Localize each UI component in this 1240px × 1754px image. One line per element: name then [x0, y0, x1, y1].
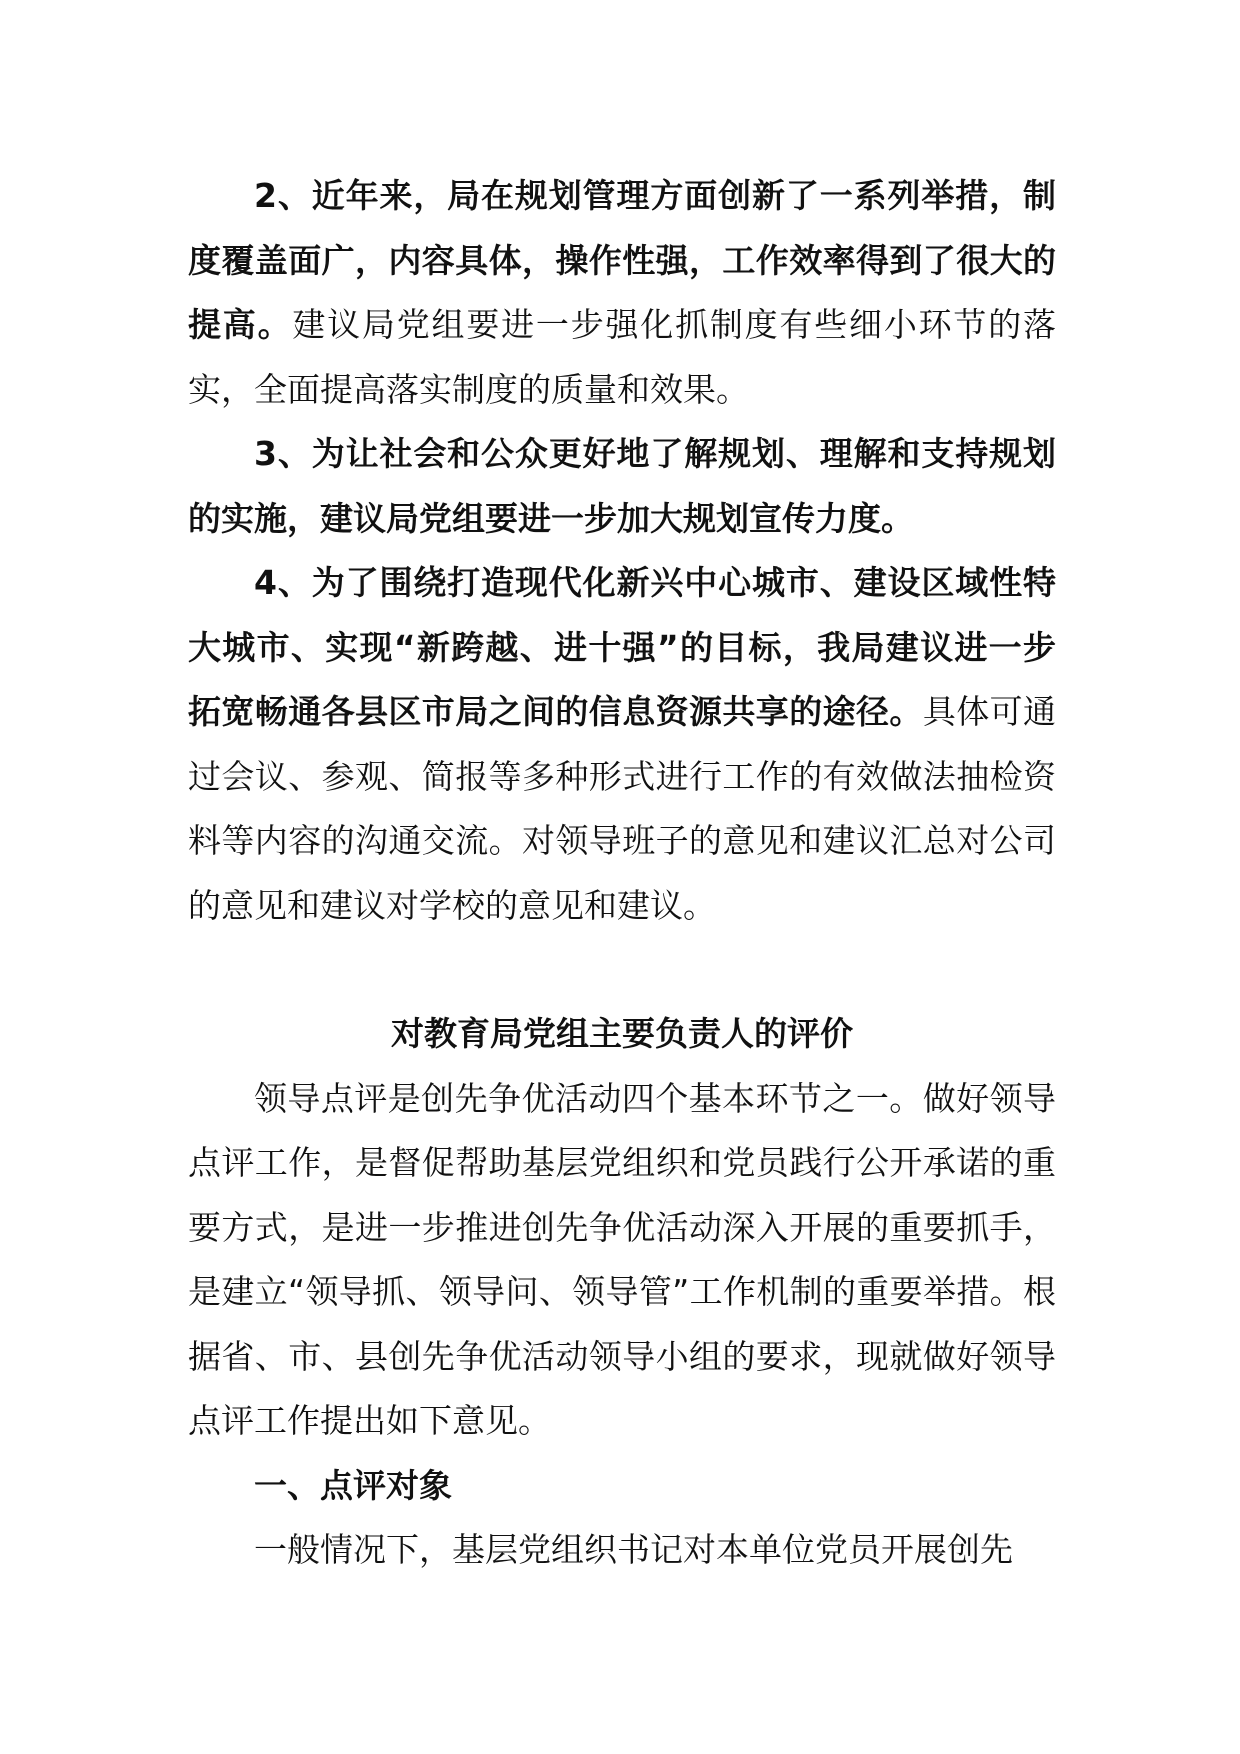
paragraph-3-bold: 3、为让社会和公众更好地了解规划、理解和支持规划的实施，建议局党组要进一步加大规划宣传力度。	[188, 434, 1056, 538]
document-page	[188, 164, 1056, 1583]
paragraph-3	[188, 422, 1056, 551]
paragraph-4-normal: 具体可通过会议、参观、简报等多种形式进行工作的有效做法抽检资料等内容的沟通交流。对领导班子的意见和建议汇总对公司的意见和建议对学校的意见和建议。	[188, 692, 1057, 925]
paragraph-4-bold: 4、为了围绕打造现代化新兴中心城市、建设区域性特大城市、实现“新跨越、进十强”的目标，我局建议进一步拓宽畅通各县区市局之间的信息资源共享的途径。	[188, 563, 1056, 731]
last-paragraph: 一般情况下，基层党组织书记对本单位党员开展创先	[254, 1530, 1013, 1569]
paragraph-4	[188, 551, 1056, 938]
heading-review-target: 一、点评对象	[254, 1465, 452, 1505]
paragraph-2	[188, 164, 1056, 422]
paragraph-2-normal: 建议局党组要进一步强化抓制度有些细小环节的落实，全面提高落实制度的质量和效果。	[188, 305, 1056, 409]
paragraph-2-bold: 2、近年来，局在规划管理方面创新了一系列举措，制度覆盖面广，内容具体，操作性强，工作效率得到了很大的提高。	[188, 176, 1056, 344]
section-title: 对教育局党组主要负责人的评价	[391, 1014, 853, 1053]
intro-paragraph: 领导点评是创先争优活动四个基本环节之一。做好领导点评工作，是督促帮助基层党组织和党员践行公开承诺的重要方式，是进一步推进创先争优活动深入开展的重要抓手，是建立“领导抓、领导问、领导管”工作机制的重要举措。根据省、市、县创先争优活动领导小组的要求，现就做好领导点评工作提出如下意见。	[188, 1078, 1056, 1440]
